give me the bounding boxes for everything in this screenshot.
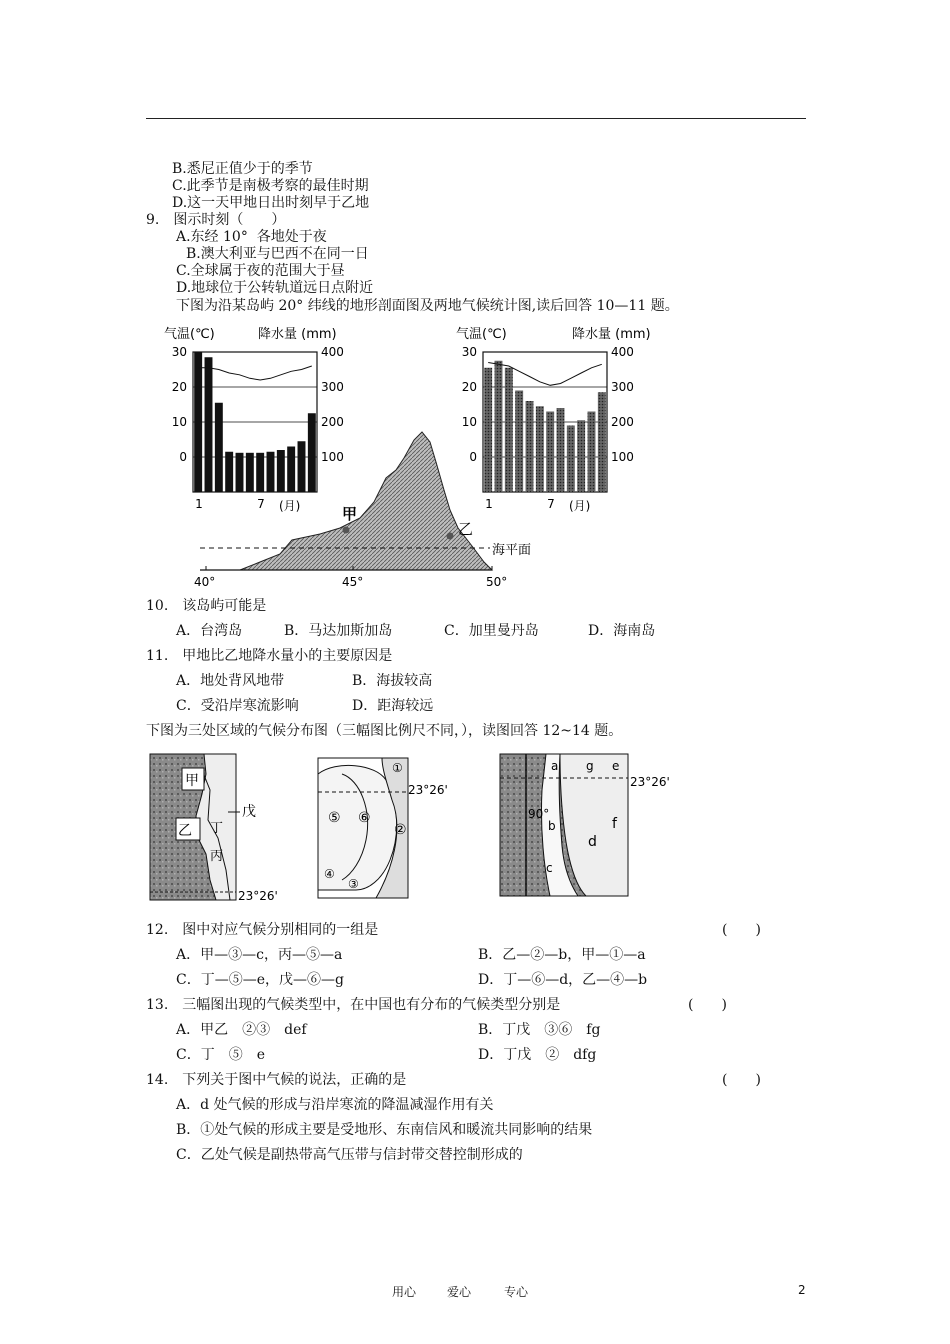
m1-ding: 丁	[210, 821, 224, 836]
q12-option-a: A．甲—③—c，丙—⑤—a	[176, 947, 343, 963]
m2-n1: ①	[392, 761, 403, 775]
m3-lat: 23°26'	[630, 775, 670, 789]
point-yi	[447, 533, 454, 540]
q14-option-a: A．d 处气候的形成与沿岸寒流的降温减湿作用有关	[176, 1097, 494, 1113]
q14-paren: ( )	[722, 1072, 761, 1088]
m1-bing: 丙	[210, 849, 224, 864]
right-precip-bar	[536, 406, 544, 492]
q10-option-a: A．台湾岛	[176, 623, 243, 639]
q14-option-b: B．①处气候的形成主要是受地形、东南信风和暖流共同影响的结果	[176, 1122, 593, 1138]
q12-option-b: B．乙—②—b，甲—①—a	[478, 947, 646, 963]
right-precip-bar	[484, 368, 492, 492]
m3-lon: 90°	[528, 807, 550, 821]
q11-option-d: D．距海较远	[352, 698, 434, 714]
left-precip-bar	[246, 453, 254, 492]
right-month-7: 7	[547, 497, 555, 511]
q8-option-b: B.悉尼正值少于的季节	[172, 161, 313, 177]
m2-n4: ④	[324, 867, 335, 881]
q13-stem: 13. 三幅图出现的气候类型中，在中国也有分布的气候类型分别是	[146, 997, 561, 1013]
label-jia: 甲	[342, 505, 358, 523]
q9-stem: 9. 图示时刻（ ）	[146, 212, 286, 228]
m2-n5: ⑤	[328, 810, 341, 826]
q13-option-d: D．丁戊 ② dfg	[478, 1047, 597, 1063]
m2-lat: 23°26'	[408, 783, 448, 797]
right-temp-tick: 0	[469, 450, 477, 464]
left-precip-bar	[298, 441, 306, 492]
left-precip-tick: 300	[321, 380, 344, 394]
right-precip-bar	[598, 392, 606, 492]
q11-option-c: C．受沿岸寒流影响	[176, 698, 299, 714]
m3-e: e	[612, 759, 620, 773]
m2-n2: ②	[394, 822, 407, 838]
left-precip-tick: 100	[321, 450, 344, 464]
q9-option-c: C.全球属于夜的范围大于昼	[176, 263, 345, 279]
left-precip-tick: 200	[321, 415, 344, 429]
q11-stem: 11. 甲地比乙地降水量小的主要原因是	[146, 648, 393, 664]
q11-option-b: B．海拔较高	[352, 673, 433, 689]
right-precip-bar	[505, 368, 513, 492]
lon-45: 45°	[342, 575, 364, 589]
lon-40: 40°	[194, 575, 216, 589]
right-precip-bar	[557, 408, 565, 492]
q10-option-c: C．加里曼丹岛	[444, 623, 539, 639]
right-precip-bar	[526, 401, 534, 492]
intro-12-14: 下图为三处区域的气候分布图（三幅图比例尺不同，），读图回答 12~14 题。	[146, 723, 623, 739]
left-temp-tick: 10	[171, 415, 187, 429]
q9-option-b: B.澳大利亚与巴西不在同一日	[186, 246, 369, 262]
right-precip-bar	[546, 412, 554, 493]
q14-option-c: C．乙处气候是副热带高气压带与信封带交替控制形成的	[176, 1147, 523, 1163]
right-precip-bar	[567, 426, 575, 493]
m3-d: d	[588, 834, 597, 850]
left-temperature-line	[198, 366, 312, 380]
map-3	[500, 754, 670, 896]
q14-stem: 14. 下列关于图中气候的说法，正确的是	[146, 1072, 407, 1088]
footer-zhuanxin: 专心	[504, 1285, 529, 1299]
left-precip-bar	[256, 453, 264, 492]
m1-wu: 戊	[242, 804, 256, 820]
m3-a: a	[551, 759, 559, 773]
map-1	[150, 754, 278, 903]
right-temp-tick: 20	[461, 380, 477, 394]
m1-jia: 甲	[185, 773, 199, 789]
q13-option-b: B．丁戊 ③⑥ fg	[478, 1022, 601, 1038]
m3-f: f	[612, 816, 617, 832]
footer-aixin: 爱心	[447, 1285, 472, 1299]
point-jia	[343, 527, 350, 534]
left-precip-bar	[267, 452, 275, 492]
intro-10-11: 下图为沿某岛屿 20° 纬线的地形剖面图及两地气候统计图,读后回答 10—11 题。	[176, 298, 679, 314]
figure-climate-maps	[146, 750, 676, 906]
left-precip-tick: 400	[321, 345, 344, 359]
q10-stem: 10. 该岛屿可能是	[146, 598, 267, 614]
q8-option-c: C.此季节是南极考察的最佳时期	[172, 178, 369, 194]
left-precip-bar	[225, 452, 233, 492]
figure-profile-climate	[160, 322, 660, 592]
m3-g: g	[586, 759, 594, 773]
q12-paren: ( )	[722, 922, 761, 938]
right-precip-label: 降水量 (mm)	[572, 327, 651, 342]
left-temp-label: 气温(℃)	[164, 327, 215, 342]
m3-b: b	[548, 819, 556, 833]
left-precip-bar	[215, 403, 223, 492]
left-precip-bar	[194, 352, 202, 492]
q9-option-a: A.东经 10° 各地处于夜	[176, 229, 327, 245]
right-precip-bar	[577, 420, 585, 492]
left-month-unit: (月)	[279, 499, 301, 513]
m2-n3: ③	[348, 877, 359, 891]
left-month-1: 1	[195, 497, 203, 511]
footer-yongxin: 用心	[392, 1285, 417, 1299]
m1-yi: 乙	[178, 823, 192, 839]
left-precip-bar	[277, 450, 285, 492]
left-precip-bar	[287, 447, 295, 493]
q11-option-a: A．地处背风地带	[176, 673, 285, 689]
left-precip-bar	[308, 413, 316, 492]
right-temp-tick: 10	[461, 415, 477, 429]
q10-option-b: B．马达加斯加岛	[284, 623, 393, 639]
q13-paren: ( )	[688, 997, 727, 1013]
left-precip-label: 降水量 (mm)	[258, 327, 337, 342]
right-precip-tick: 400	[611, 345, 634, 359]
map-2	[318, 758, 448, 898]
right-month-1: 1	[485, 497, 493, 511]
right-precip-bar	[495, 361, 503, 492]
lon-50: 50°	[486, 575, 508, 589]
right-temp-tick: 30	[461, 345, 477, 359]
right-precip-tick: 300	[611, 380, 634, 394]
q8-option-d: D.这一天甲地日出时刻早于乙地	[172, 195, 370, 211]
right-precip-tick: 100	[611, 450, 634, 464]
right-temp-label: 气温(℃)	[456, 327, 507, 342]
left-temp-tick: 30	[171, 345, 187, 359]
q13-option-a: A．甲乙 ②③ def	[176, 1022, 307, 1038]
page-number: 2	[798, 1283, 806, 1297]
q10-option-d: D．海南岛	[588, 623, 656, 639]
q9-option-d: D.地球位于公转轨道远日点附近	[176, 280, 374, 296]
left-precip-bar	[236, 453, 244, 492]
left-month-7: 7	[257, 497, 265, 511]
q12-option-d: D．丁—⑥—d，乙—④—b	[478, 972, 648, 988]
left-temp-tick: 20	[171, 380, 187, 394]
m1-lat: 23°26'	[238, 889, 278, 903]
left-temp-tick: 0	[179, 450, 187, 464]
right-precip-bar	[588, 412, 596, 493]
right-month-unit: (月)	[569, 499, 591, 513]
q12-stem: 12. 图中对应气候分别相同的一组是	[146, 922, 379, 938]
right-precip-tick: 200	[611, 415, 634, 429]
q13-option-c: C．丁 ⑤ e	[176, 1047, 265, 1063]
q12-option-c: C．丁—⑤—e，戊—⑥—g	[176, 972, 344, 988]
left-precip-bar	[205, 357, 213, 492]
label-sea-level: 海平面	[492, 543, 532, 558]
right-precip-bar	[515, 391, 523, 493]
m2-n6: ⑥	[358, 810, 371, 826]
label-yi: 乙	[458, 520, 474, 538]
header-rule	[146, 118, 806, 119]
m3-c: c	[546, 861, 553, 875]
